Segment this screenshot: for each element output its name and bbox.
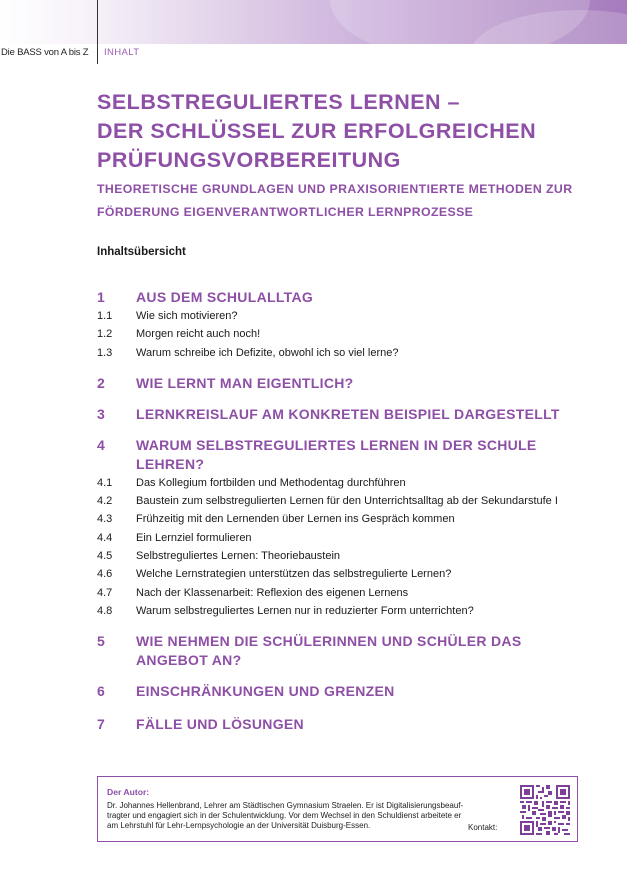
section-title: FÄLLE UND LÖSUNGEN xyxy=(136,716,304,733)
section-number: 1 xyxy=(97,289,106,305)
title-line: SELBSTREGULIERTES LERNEN – xyxy=(97,90,461,114)
subsection-number: 4.4 xyxy=(97,531,113,544)
toc-section-3 xyxy=(97,405,597,424)
subsection-title: Wie sich motivieren? xyxy=(136,310,238,322)
subsection-title: Welche Lernstrategien unterstützen das selbstregulierte Lernen? xyxy=(136,568,452,581)
toc-subsection[interactable] xyxy=(97,584,597,602)
subsection-number: 4.7 xyxy=(97,586,113,599)
subsection-title: Warum selbstreguliertes Lernen nur in reduzierter Form unterrichten? xyxy=(136,604,474,617)
toc-subsection[interactable] xyxy=(97,474,597,492)
toc-section-7 xyxy=(97,715,597,734)
toc-section-5 xyxy=(97,632,597,670)
toc-subsection[interactable] xyxy=(97,492,597,510)
page-title xyxy=(97,88,617,175)
section-title: WIE NEHMEN DIE SCHÜLERINNEN UND SCHÜLER DAS ANGEBOT AN? xyxy=(136,633,522,669)
toc-section-heading[interactable] xyxy=(97,715,597,734)
toc-section-heading[interactable] xyxy=(97,436,597,474)
toc-subsection[interactable] xyxy=(97,602,597,620)
subsection-title: Warum schreibe ich Defizite, obwohl ich so viel lerne? xyxy=(136,346,399,359)
title-line: PRÜFUNGSVORBEREITUNG xyxy=(97,148,401,172)
subsection-title: Das Kollegium fortbilden und Methodentag durchführen xyxy=(136,476,406,489)
subsection-title: Ein Lernziel formulieren xyxy=(136,531,252,544)
toc-subsection[interactable] xyxy=(97,529,597,547)
toc-section-heading[interactable] xyxy=(97,288,597,307)
author-bio xyxy=(107,801,507,832)
toc-subsection[interactable] xyxy=(97,565,597,583)
section-label: INHALT xyxy=(104,47,140,58)
subtitle-line: THEORETISCHE GRUNDLAGEN UND PRAXISORIENTIERTE METHODEN ZUR xyxy=(97,182,573,196)
author-bio-line: am Lehrstuhl für Lehr-Lernpsychologie an der Universität Duisburg-Essen. xyxy=(107,821,371,831)
section-number: 3 xyxy=(97,405,106,422)
subsection-title: Baustein zum selbstregulierten Lernen für den Unterrichtsalltag ab der Sekundarstufe I xyxy=(136,495,558,508)
subsection-number: 4.3 xyxy=(97,513,113,526)
section-number: 4 xyxy=(97,436,106,453)
table-of-contents xyxy=(97,288,597,734)
toc-section-4 xyxy=(97,436,597,620)
section-title: WARUM SELBSTREGULIERTES LERNEN IN DER SCHULE LEHREN? xyxy=(136,436,537,472)
toc-section-1 xyxy=(97,288,597,362)
toc-section-heading[interactable] xyxy=(97,374,597,393)
toc-section-heading[interactable] xyxy=(97,632,597,670)
toc-subsection[interactable] xyxy=(97,547,597,565)
author-bio-line: Dr. Johannes Hellenbrand, Lehrer am Städtischen Gymnasium Straelen. Er ist Digitalisierungsbeauf- xyxy=(107,801,464,810)
section-title: WIE LERNT MAN EIGENTLICH? xyxy=(136,374,354,391)
section-number: 6 xyxy=(97,683,106,700)
author-bio-line: tragter und engagiert sich in der Schulentwicklung. Vor dem Wechsel in den Schuldienst arbeitete er xyxy=(107,811,462,821)
section-number: 5 xyxy=(97,633,106,650)
header-band xyxy=(0,0,627,44)
toc-subsection[interactable] xyxy=(97,325,597,343)
series-name: Die BASS von A bis Z xyxy=(1,47,89,58)
toc-section-heading[interactable] xyxy=(97,682,597,701)
contact-label: Kontakt: xyxy=(468,823,498,832)
subsection-number: 4.5 xyxy=(97,550,113,563)
section-number: 2 xyxy=(97,374,106,391)
page-subtitle xyxy=(97,178,617,224)
qr-code-icon[interactable] xyxy=(520,785,570,835)
section-number: 7 xyxy=(97,716,106,733)
section-title: AUS DEM SCHULALLTAG xyxy=(136,289,314,305)
title-line: DER SCHLÜSSEL ZUR ERFOLGREICHEN xyxy=(97,119,537,143)
section-title: EINSCHRÄNKUNGEN UND GRENZEN xyxy=(136,683,395,700)
author-label: Der Autor: xyxy=(107,787,150,797)
subsection-number: 1.3 xyxy=(97,346,113,359)
subsection-number: 4.8 xyxy=(97,604,113,617)
subtitle-line: FÖRDERUNG EIGENVERANTWORTLICHER LERNPROZESSE xyxy=(97,205,474,219)
subsection-number: 1.1 xyxy=(97,310,113,322)
author-box xyxy=(97,776,578,842)
toc-subsection[interactable] xyxy=(97,510,597,528)
subsection-number: 4.6 xyxy=(97,568,113,581)
toc-section-heading[interactable] xyxy=(97,405,597,424)
toc-subsection[interactable] xyxy=(97,307,597,325)
header-divider xyxy=(97,0,98,64)
section-title: LERNKREISLAUF AM KONKRETEN BEISPIEL DARGESTELLT xyxy=(136,405,560,422)
toc-section-2 xyxy=(97,374,597,393)
subsection-number: 1.2 xyxy=(97,328,113,341)
overview-heading: Inhaltsübersicht xyxy=(97,246,186,258)
subsection-title: Nach der Klassenarbeit: Reflexion des eigenen Lernens xyxy=(136,586,409,599)
subsection-number: 4.1 xyxy=(97,476,113,489)
subsection-title: Frühzeitig mit den Lernenden über Lernen ins Gespräch kommen xyxy=(136,513,455,526)
toc-section-6 xyxy=(97,682,597,701)
subsection-number: 4.2 xyxy=(97,495,113,508)
subsection-title: Morgen reicht auch noch! xyxy=(136,328,261,341)
toc-subsection[interactable] xyxy=(97,344,597,362)
subsection-title: Selbstreguliertes Lernen: Theoriebaustein xyxy=(136,550,341,563)
